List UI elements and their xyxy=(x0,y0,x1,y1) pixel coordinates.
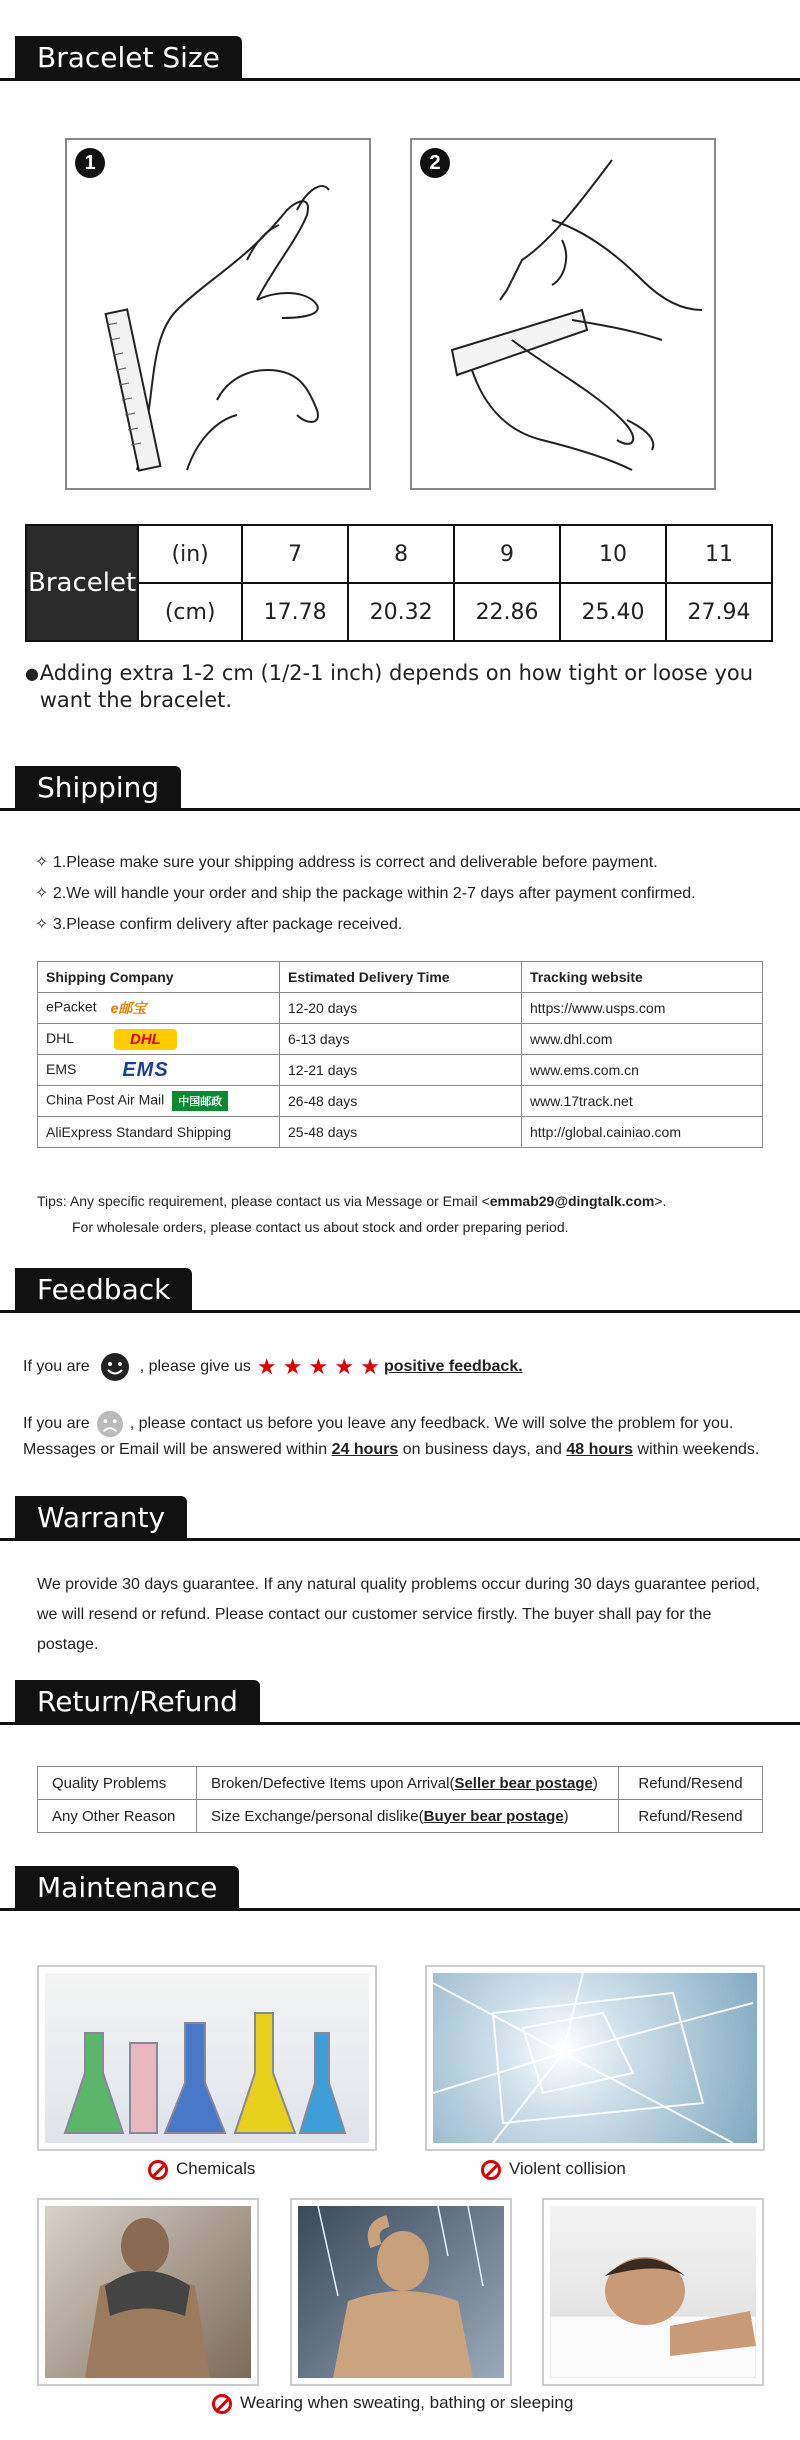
table-row: China Post Air Mail 中国邮政 26-48 days www.17track.net xyxy=(38,1086,763,1117)
person-sweating-icon xyxy=(45,2206,251,2378)
flask-icon xyxy=(45,1973,369,2143)
size-cell: 25.40 xyxy=(560,583,666,641)
size-cell: 7 xyxy=(242,525,348,583)
size-cell: 17.78 xyxy=(242,583,348,641)
hand-marking-strip-icon xyxy=(412,140,714,488)
size-cell: 20.32 xyxy=(348,583,454,641)
happy-face-icon xyxy=(100,1352,130,1382)
section-title: Warranty xyxy=(37,1500,166,1534)
diamond-icon: ✧ xyxy=(35,885,53,902)
table-row: AliExpress Standard Shipping 25-48 days http://global.cainiao.com xyxy=(38,1117,763,1148)
warranty-text: We provide 30 days guarantee. If any natural quality problems occur during 30 days guarantee period, we will resend or refund. Please contact our customer service firstly. The buyer shall pay for the postage. xyxy=(37,1576,760,1653)
unit-cm: (cm) xyxy=(138,583,242,641)
person-sleeping-icon xyxy=(550,2206,756,2378)
measure-step-1-illustration xyxy=(65,138,371,490)
broken-glass-photo xyxy=(425,1965,765,2151)
table-row: ePacket e邮宝 12-20 days https://www.usps.com xyxy=(38,993,763,1024)
wholesale-note: For wholesale orders, please contact us about stock and order preparing period. xyxy=(72,1219,569,1235)
bathing-photo xyxy=(290,2198,512,2386)
hand-measuring-tape-icon xyxy=(67,140,369,488)
size-cell: 9 xyxy=(454,525,560,583)
tracking-link[interactable]: https://www.usps.com xyxy=(522,993,763,1024)
five-star-icon: ★ ★ ★ ★ ★ xyxy=(256,1354,380,1379)
contact-email[interactable]: emmab29@dingtalk.com xyxy=(489,1193,655,1209)
size-note-text: Adding extra 1-2 cm (1/2-1 inch) depends on how tight or loose you want the bracelet. xyxy=(39,661,754,712)
sleeping-photo xyxy=(542,2198,764,2386)
list-item: ✧ 1.Please make sure your shipping address is correct and deliverable before payment. xyxy=(35,854,658,871)
person-showering-icon xyxy=(298,2206,504,2378)
ems-logo-icon: EMS xyxy=(122,1058,169,1081)
size-cell: 22.86 xyxy=(454,583,560,641)
list-item: ✧ 2.We will handle your order and ship the package within 2-7 days after payment confirmed. xyxy=(35,885,696,902)
feedback-negative-line: If you are , please contact us before you leave any feedback. We will solve the problem for you. xyxy=(23,1410,733,1438)
table-row: EMS EMS 12-21 days www.ems.com.cn xyxy=(38,1055,763,1086)
step-badge: 1 xyxy=(75,148,105,178)
section-title: Shipping xyxy=(37,770,160,804)
feedback-positive-line: If you are , please give us ★ ★ ★ ★ ★ positive feedback. xyxy=(23,1352,523,1382)
section-header-maintenance xyxy=(15,1866,239,1908)
chemicals-photo xyxy=(37,1965,377,2151)
size-cell: 8 xyxy=(348,525,454,583)
prohibited-icon xyxy=(212,2394,232,2414)
positive-feedback-text: positive feedback. xyxy=(383,1358,523,1375)
section-header-warranty xyxy=(15,1496,187,1538)
size-cell: 27.94 xyxy=(666,583,772,641)
response-time-line: Messages or Email will be answered within 24 hours on business days, and 48 hours within weekends. xyxy=(23,1441,760,1458)
size-row-label: Bracelet xyxy=(26,525,138,641)
divider xyxy=(0,1538,800,1541)
section-title: Bracelet Size xyxy=(37,40,220,74)
divider xyxy=(0,1908,800,1911)
section-header-bracelet-size xyxy=(15,36,242,78)
shipping-tips: Tips: Any specific requirement, please contact us via Message or Email <emmab29@dingtalk.com>. xyxy=(37,1193,667,1209)
unit-inch: (in) xyxy=(138,525,242,583)
refund-table xyxy=(37,1766,763,1833)
list-item: ✧ 3.Please confirm delivery after package received. xyxy=(35,916,403,933)
epacket-logo-icon: e邮宝 xyxy=(110,1000,147,1016)
section-header-shipping xyxy=(15,766,181,808)
table-row: DHL DHL 6-13 days www.dhl.com xyxy=(38,1024,763,1055)
divider xyxy=(0,78,800,81)
prohibited-icon xyxy=(481,2160,501,2180)
size-cell: 11 xyxy=(666,525,772,583)
divider xyxy=(0,1722,800,1725)
size-note xyxy=(25,660,785,714)
china-post-logo-icon: 中国邮政 xyxy=(172,1091,228,1111)
chemicals-caption: Chemicals xyxy=(148,2159,255,2180)
sweating-photo xyxy=(37,2198,259,2386)
diamond-icon: ✧ xyxy=(35,854,53,871)
shattered-glass-icon xyxy=(433,1973,757,2143)
tracking-link[interactable]: www.dhl.com xyxy=(522,1024,763,1055)
section-title: Feedback xyxy=(37,1272,171,1306)
tracking-link[interactable]: http://global.cainiao.com xyxy=(522,1117,763,1148)
diamond-icon: ✧ xyxy=(35,916,53,933)
section-header-feedback xyxy=(15,1268,192,1310)
prohibited-icon xyxy=(148,2160,168,2180)
section-title: Maintenance xyxy=(37,1870,218,1904)
dhl-logo-icon: DHL xyxy=(114,1029,177,1050)
shipping-points xyxy=(35,852,696,945)
sweating-bathing-sleeping-caption: Wearing when sweating, bathing or sleeping xyxy=(212,2393,573,2414)
section-title: Return/Refund xyxy=(37,1684,238,1718)
tracking-link[interactable]: www.17track.net xyxy=(522,1086,763,1117)
step-badge: 2 xyxy=(420,148,450,178)
bracelet-size-table xyxy=(25,524,773,642)
size-cell: 10 xyxy=(560,525,666,583)
bullet-icon: ● xyxy=(25,664,39,683)
table-row: Any Other Reason Size Exchange/personal dislike(Buyer bear postage) Refund/Resend xyxy=(38,1800,763,1833)
tracking-link[interactable]: www.ems.com.cn xyxy=(522,1055,763,1086)
section-header-return-refund xyxy=(15,1680,260,1722)
violent-collision-caption: Violent collision xyxy=(481,2159,626,2180)
table-row: Quality Problems Broken/Defective Items upon Arrival(Seller bear postage) Refund/Resend xyxy=(38,1767,763,1800)
measure-step-2-illustration xyxy=(410,138,716,490)
divider xyxy=(0,1310,800,1313)
sad-face-icon xyxy=(96,1410,124,1438)
divider xyxy=(0,808,800,811)
table-header-row: Shipping Company Estimated Delivery Time Tracking website xyxy=(38,962,763,993)
shipping-table xyxy=(37,961,763,1148)
